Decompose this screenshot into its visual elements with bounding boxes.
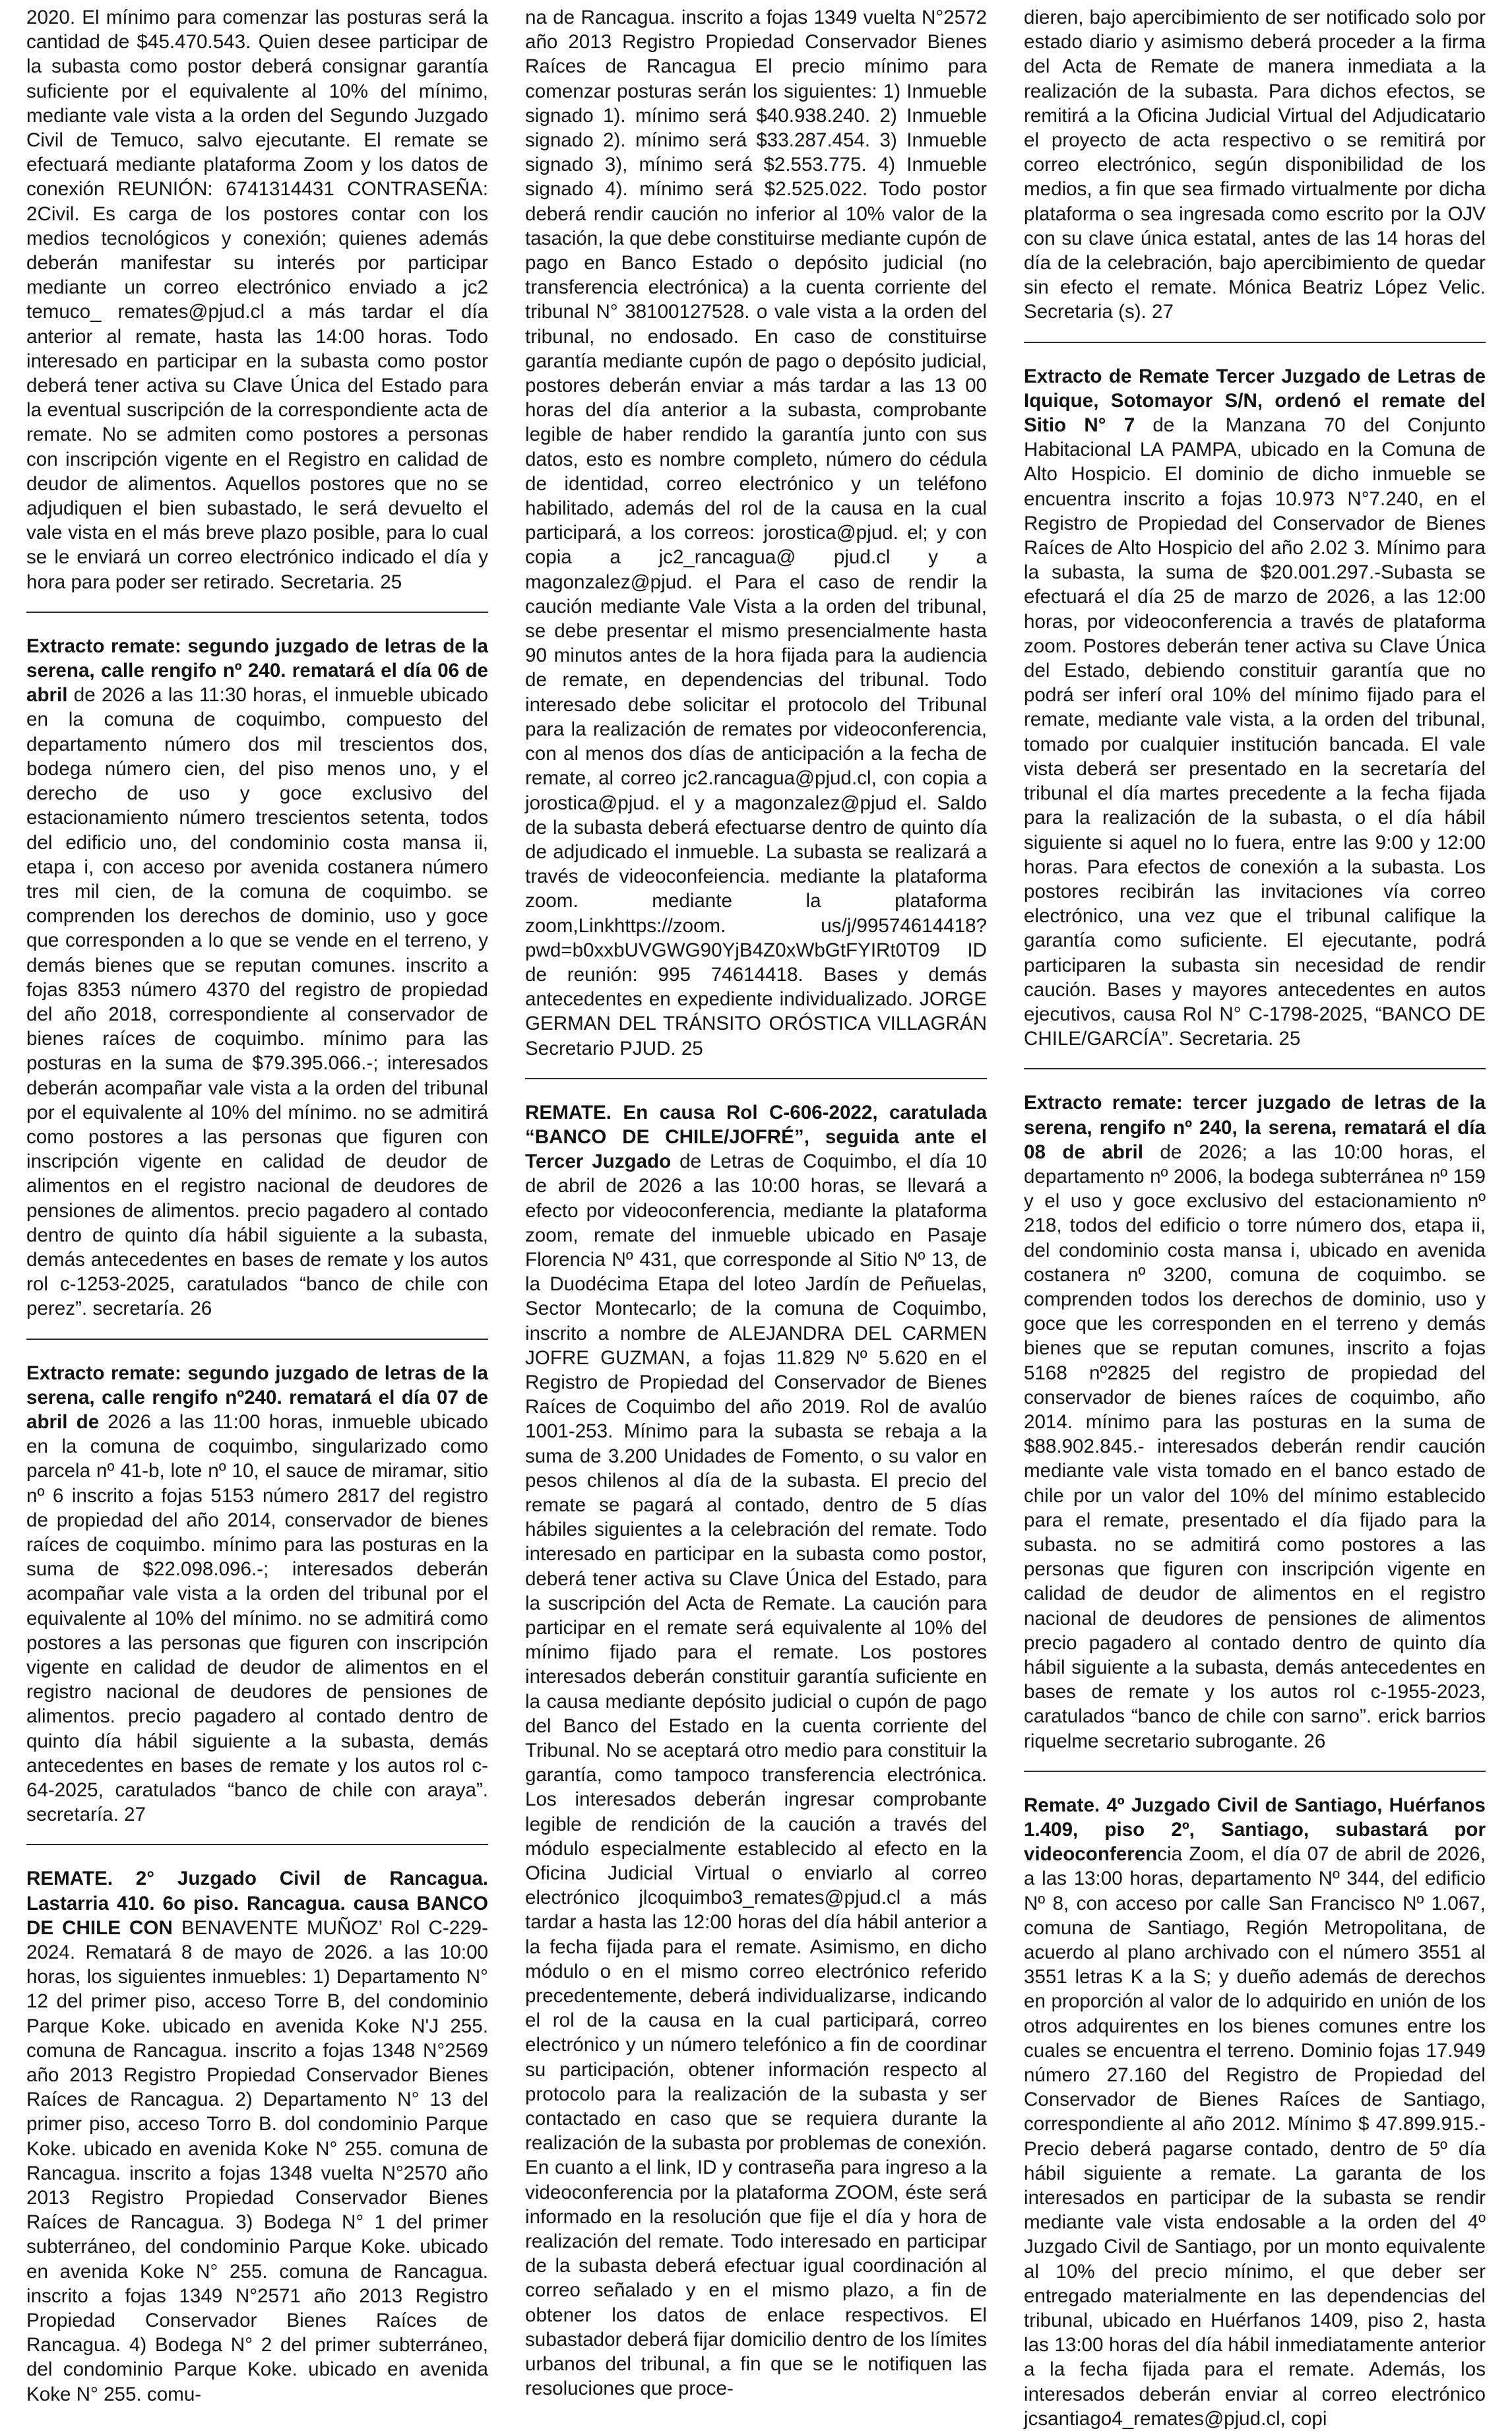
notice-divider bbox=[1024, 1068, 1486, 1069]
column-2 bbox=[525, 5, 987, 2431]
notice-body: 2026 a las 11:00 horas, inmueble ubicado en la comuna de coquimbo, singularizado como parcela nº 41-b, lote nº 10, el sauce de miramar, sitio nº 6 inscrito a fojas 5153 número 2817 del registro de propiedad del año 2014, conservador de bienes raíces de coquimbo. mínimo para las posturas en la suma de $22.098.096.-; interesados deberán acompañar vale vista a la orden del tribunal por el equivalente al 10% del mínimo. no se admitirá como postores a las personas que figuren con inscripción vigente en calidad de deudor de alimentos en el registro nacional de deudores de pensiones de alimentos. precio pagadero al contado dentro de quinto día hábil siguiente a la subasta, demás antecedentes en bases de remate y los autos rol c-64-2025, caratulados “banco de chile con araya”. secretaría. 27 bbox=[26, 1410, 488, 1826]
notice-body: na de Rancagua. inscrito a fojas 1349 vuelta N°2572 año 2013 Registro Propiedad Conservador Bienes Raíces de Rancagua El precio mínimo para comenzar posturas serán los siguientes: 1) Inmueble signado 1). mínimo será $40.938.240. 2) Inmueble signado 2). mínimo será $33.287.454. 3) Inmueble signado 3), mínimo será $2.553.775. 4) Inmueble signado 4). mínimo será $2.525.022. Todo postor deberá rendir caución no inferior al 10% valor de la tasación, la que debe constituirse mediante cupón de pago en Banco Estado o depósito judicial (no transferencia electrónica) a la cuenta corriente del tribunal N° 38100127528. o vale vista a la orden del tribunal, no endosado. En caso de constituirse garantía mediante cupón de pago o depósito judicial, postores deberán enviar a más tardar a las 13 00 horas del día anterior a la subasta, comprobante legible de haber rendido la garantía junto con sus datos, esto es nombre completo, número do cédula de identidad, correo electrónico y un teléfono habilitado, además del rol de la causa en la cual participará, a los correos: jorostica@pjud. el; y con copia a jc2_rancagua@ pjud.cl y a magonzalez@pjud. el Para el caso de rendir la caución mediante Vale Vista a la orden del tribunal, se debe presentar el mismo presencialmente hasta 90 minutos antes de la hora fijada para la audiencia de remate, en dependencias del tribunal. Todo interesado debe solicitar el protocolo del Tribunal para la realización de remates por videoconferencia, con al menos dos días de anticipación a la fecha de remate, al correo jc2.rancagua@pjud.cl, con copia a jorostica@pjud. el y a magonzalez@pjud el. Saldo de la subasta deberá efectuarse dentro de quinto día de adjudicado el inmueble. La subasta se realizará a través de videoconfeiencia. mediante la plataforma zoom. mediante la plataforma zoom,Linkhttps://zoom. us/j/99574614418?pwd=b0xxbUVGWG90YjB4Z0xWbGtFYIRt0T09 ID de reunión: 995 74614418. Bases y demás antecedentes en expediente individualizado. JORGE GERMAN DEL TRÁNSITO ORÓSTICA VILLAGRÁN Secretario PJUD. 25 bbox=[525, 7, 987, 1059]
notice-divider bbox=[26, 612, 488, 613]
notice-divider bbox=[525, 1078, 987, 1079]
notice-body: de 2026; a las 10:00 horas, el departamento nº 2006, la bodega subterránea nº 159 y el uso y goce exclusivo del estacionamiento nº 218, todos del edificio o torre número dos, etapa ii, del condominio costa mansa i, ubicado en avenida costanera nº 3200, comuna de coquimbo. se comprenden todos los derechos de dominio, uso y goce que les corresponden en el terreno y demás bienes que se reputan comunes, inscrito a fojas 5168 nº2825 del registro de propiedad del conservador de bienes raíces de coquimbo, año 2014. mínimo para las posturas en la suma de $88.902.845.- interesados deberán rendir caución mediante vale vista tomado en el banco estado de chile por un valor del 10% del mínimo establecido para el remate, presentado el día fijado para la subasta. no se admitirá como postores a las personas que figuren con inscripción vigente en calidad de deudor de alimentos en el registro nacional de deudores de pensiones de alimentos precio pagadero al contado dentro de quinto día hábil siguiente a la subasta, demás antecedentes en bases de remate y los autos rol c-1955-2023, caratulados “banco de chile con sarno”. erick barrios riquelme secretario subrogante. 26 bbox=[1024, 1141, 1486, 1752]
notice-body: dieren, bajo apercibimiento de ser notificado solo por estado diario y asimismo deberá proceder a la firma del Acta de Remate de manera inmediata a la realización de la subasta. Para dichos efectos, se remitirá a la Oficina Judicial Virtual del Adjudicatario el proyecto de acta respectivo o se remitirá por correo electrónico, según disponibilidad de los medios, a fin que sea firmado virtualmente por dicha plataforma o sea ingresada como escrito por la OJV con su clave única estatal, antes de las 14 horas del día de la celebración, bajo apercibimiento de quedar sin efecto el remate. Mónica Beatriz López Velic. Secretaria (s). 27 bbox=[1024, 7, 1486, 323]
notice-body: de Letras de Coquimbo, el día 10 de abril de 2026 a las 10:00 horas, se llevará a efecto por videoconferencia, mediante la plataforma zoom, remate del inmueble ubicado en Pasaje Florencia Nº 431, que corresponde al Sitio Nº 13, de la Duodécima Etapa del loteo Jardín de Peñuelas, Sector Montecarlo; de la comuna de Coquimbo, inscrito a nombre de ALEJANDRA DEL CARMEN JOFRE GUZMAN, a fojas 11.829 Nº 5.620 en el Registro de Propiedad del Conservador de Bienes Raíces de Coquimbo del año 2019. Rol de avalúo 1001-253. Mínimo para la subasta se rebaja a la suma de 3.200 Unidades de Fomento, o su valor en pesos chilenos al día de la subasta. El precio del remate se pagará al contado, dentro de 5 días hábiles siguientes a la celebración del remate. Todo interesado en participar en la subasta como postor, deberá tener activa su Clave Única del Estado, para la suscripción del Acta de Remate. La caución para participar en el remate será equivalente al 10% del mínimo fijado para el remate. Los postores interesados deberán constituir garantía suficiente en la causa mediante depósito judicial o cupón de pago del Banco del Estado en la cuenta corriente del Tribunal. No se aceptará otro medio para constituir la garantía, como tampoco transferencia electrónica. Los interesados deberán ingresar comprobante legible de rendición de la caución a través del módulo especialmente establecido al efecto en la Oficina Judicial Virtual o enviarlo al correo electrónico jlcoquimbo3_remates@pjud.cl a más tardar a hasta las 12:00 horas del día hábil anterior a la fecha fijada para el remate. Asimismo, en dicho módulo o en el mismo correo electrónico referido precedentemente, deberá individualizarse, indicando el rol de la causa en la cual participará, correo electrónico y un número telefónico a fin de coordinar su participación, obtener información respecto al protocolo para la realización de la subasta y ser contactado en caso que se requiera durante la realización de la subasta por problemas de conexión. En cuanto a el link, ID y contraseña para ingreso a la videoconferencia por la plataforma ZOOM, éste será informado en la resolución que fije el día y hora de realización del remate. Todo interesado en participar de la subasta deberá efectuar igual coordinación al correo señalado y en el mismo plazo, a fin de obtener los datos de enlace respectivos. El subastador deberá fijar domicilio dentro de los límites urbanos del tribunal, a fin que se le notifiquen las resoluciones que proce- bbox=[525, 1151, 988, 2400]
notice-divider bbox=[1024, 1771, 1486, 1772]
notice-divider bbox=[1024, 342, 1486, 343]
notice bbox=[1024, 1090, 1486, 1753]
notice-body: cia Zoom, el día 07 de abril de 2026, a las 13:00 horas, departamento Nº 344, del edificio Nº 8, con acceso por calle San Francisco Nº 1.067, comuna de Santiago, Región Metropolitana, de acuerdo al plano archivado con el número 3551 al 3551 letras K a la S; y dueño además de derechos en proporción al valor de lo adquirido en unión de los otros adquirentes en los bienes comunes entre los cuales se encuentra el terreno. Dominio fojas 17.949 número 27.160 del Registro de Propiedad del Conservador de Bienes Raíces de Santiago, correspondiente al año 2012. Mínimo $ 47.899.915.- Precio deberá pagarse contado, dentro de 5º día hábil siguiente a remate. La garanta de los interesados en participar de la subasta se rendir mediante vale vista endosable a la orden del 4º Juzgado Civil de Santiago, por un monto equivalente al 10% del precio mínimo, el que deber ser entregado materialmente en las dependencias del tribunal, ubicado en Huérfanos 1409, piso 2, hasta las 13:00 horas del día hábil inmediatamente anterior a la fecha fijada para el remate. Además, los interesados deberán enviar al correo electrónico jcsantiago4_remates@pjud.cl, copi bbox=[1024, 1843, 1486, 2430]
notice-heading: Extracto de Remate Tercer Juzgado de Letras de Iquique, Sotomayor S/N, ordenó el remate del Sitio N° 7 bbox=[1024, 365, 1486, 437]
notice bbox=[26, 1361, 488, 1827]
notice-body: 2020. El mínimo para comenzar las posturas será la cantidad de $45.470.543. Quien desee participar de la subasta como postor deberá consignar garantía suficiente por el equivalente al 10% del mínimo, mediante vale vista a la orden del Segundo Juzgado Civil de Temuco, salvo ejecutante. El remate se efectuará mediante plataforma Zoom y los datos de conexión REUNIÓN: 6741314431 CONTRASEÑA: 2Civil. Es carga de los postores contar con los medios tecnológicos y conexión; quienes además deberán manifestar su interés por participar mediante un correo electrónico enviado a jc2 temuco_ remates@pjud.cl a más tardar el día anterior al remate, hasta las 14:00 horas. Todo interesado en participar en la subasta como postor deberá tener activa su Clave Única del Estado para la eventual suscripción de la correspondiente acta de remate. No se admiten como postores a personas con inscripción vigente en el Registro en calidad de deudor de alimentos. Aquellos postores que no se adjudiquen el bien subastado, le será devuelto el vale vista en el más breve plazo posible, para lo cual se le enviará un correo electrónico indicado el día y hora para poder ser retirado. Secretaria. 25 bbox=[26, 7, 488, 593]
notice-heading: Extracto remate: segundo juzgado de letras de la serena, calle rengifo nº 240. rematará el día 06 de abril bbox=[26, 635, 488, 707]
notice bbox=[26, 634, 488, 1321]
notice-continuation bbox=[1024, 5, 1486, 325]
notice-heading: Remate. 4º Juzgado Civil de Santiago, Huérfanos 1.409, piso 2º, Santiago, subastará por videoconferen bbox=[1024, 1794, 1486, 1866]
notice-continuation bbox=[525, 5, 987, 1061]
notice bbox=[26, 1866, 488, 2406]
notice-divider bbox=[26, 1339, 488, 1340]
notice-divider bbox=[26, 1844, 488, 1845]
notice-heading: Extracto remate: segundo juzgado de letras de la serena, calle rengifo nº240. rematará el día 07 de abril de bbox=[26, 1362, 488, 1433]
notice-body: de 2026 a las 11:30 horas, el inmueble ubicado en la comuna de coquimbo, compuesto del departamento número dos mil trescientos dos, bodega número cien, del piso menos uno, y el derecho de uso y goce exclusivo del estacionamiento número trescientos setenta, todos del edificio uno, del condominio costa mansa ii, etapa i, con acceso por avenida costanera número tres mil cien, de la comuna de coquimbo. se comprenden los derechos de dominio, uso y goce que corresponden a lo que se vende en el terreno, y demás bienes que se reputan comunes. inscrito a fojas 8353 número 4370 del registro de propiedad del año 2018, correspondiente al conservador de bienes raíces de coquimbo. mínimo para las posturas en la suma de $79.395.066.-; interesados deberán acompañar vale vista a la orden del tribunal por el equivalente al 10% del mínimo. no se admitirá como postores a las personas que figuren con inscripción vigente en calidad de deudor de alimentos en el registro nacional de deudores de pensiones de alimentos. precio pagadero al contado dentro de quinto día hábil siguiente a la subasta, demás antecedentes en bases de remate y los autos rol c-1253-2025, caratulados “banco de chile con perez”. secretaría. 26 bbox=[26, 684, 488, 1320]
notice bbox=[1024, 364, 1486, 1052]
notice bbox=[1024, 1793, 1486, 2431]
column-1 bbox=[26, 5, 488, 2431]
notice-continuation bbox=[26, 5, 488, 594]
notice-body: de la Manzana 70 del Conjunto Habitacional LA PAMPA, ubicado en la Comuna de Alto Hospicio. El dominio de dicho inmueble se encuentra inscrito a fojas 10.973 N°7.240, en el Registro de Propiedad del Conservador de Bienes Raíces de Alto Hospicio del año 2.02 3. Mínimo para la subasta, la suma de $20.001.297.-Subasta se efectuará el día 25 de marzo de 2026, a las 12:00 horas, por videoconferencia a través de plataforma zoom. Postores deberán tener activa su Clave Única del Estado, debiendo constituir garantía que no podrá ser inferí oral 10% del mínimo fijado para el remate, mediante vale vista, a la orden del tribunal, tomado por cualquier institución bancada. El vale vista deberá ser presentado en la secretaría del tribunal el día martes precedente a la fecha fijada para la realización de la subasta, o el día hábil siguiente si aquel no lo fuera, entre las 9:00 y 12:00 horas. Para efectos de conexión a la subasta. Los postores recibirán las invitaciones vía correo electrónico, una vez que el tribunal califique la garantía como suficiente. El ejecutante, podrá participaren la subasta sin necesidad de rendir caución. Bases y mayores antecedentes en autos ejecutivos, causa Rol N° C-1798-2025, “BANCO DE CHILE/GARCÍA”. Secretaria. 25 bbox=[1024, 414, 1486, 1050]
notice-heading: Extracto remate: tercer juzgado de letras de la serena, rengifo nº 240, la serena, rematará el día 08 de abril bbox=[1024, 1092, 1486, 1163]
notice bbox=[525, 1100, 987, 2401]
notice-heading: REMATE. 2° Juzgado Civil de Rancagua. Lastarria 410. 6o piso. Rancagua. causa BANCO DE CHILE CON bbox=[26, 1868, 488, 1939]
notice-body: BENAVENTE MUÑOZ’ Rol C-229-2024. Rematará 8 de mayo de 2026. a las 10:00 horas, los siguientes inmuebles: 1) Departamento N° 12 del primer piso, acceso Torre B, del condominio Parque Koke. ubicado en avenida Koke N'J 255. comuna de Rancagua. inscrito a fojas 1348 N°2569 año 2013 Registro Propiedad Conservador Bienes Raíces de Rancagua. 2) Departamento N° 13 del primer piso, acceso Torro B. dol condominio Parque Koke. ubicado en avenida Koke N° 255. comuna de Rancagua. inscrito a fojas 1348 vuelta N°2570 año 2013 Registro Propiedad Conservador Bienes Raíces de Rancagua. 3) Bodega N° 1 del primer subterráneo, del condominio Parque Koke. ubicado en avenida Koke N° 255. comuna de Rancagua. inscrito a fojas 1349 N°2571 año 2013 Registro Propiedad Conservador Bienes Raíces de Rancagua. 4) Bodega N° 2 del primer subterráneo, del condominio Parque Koke. ubicado en avenida Koke N° 255. comu- bbox=[26, 1916, 488, 2405]
notice-heading: REMATE. En causa Rol C-606-2022, caratulada “BANCO DE CHILE/JOFRÉ”, seguida ante el Tercer Juzgado bbox=[525, 1101, 987, 1173]
column-3 bbox=[1024, 5, 1486, 2431]
